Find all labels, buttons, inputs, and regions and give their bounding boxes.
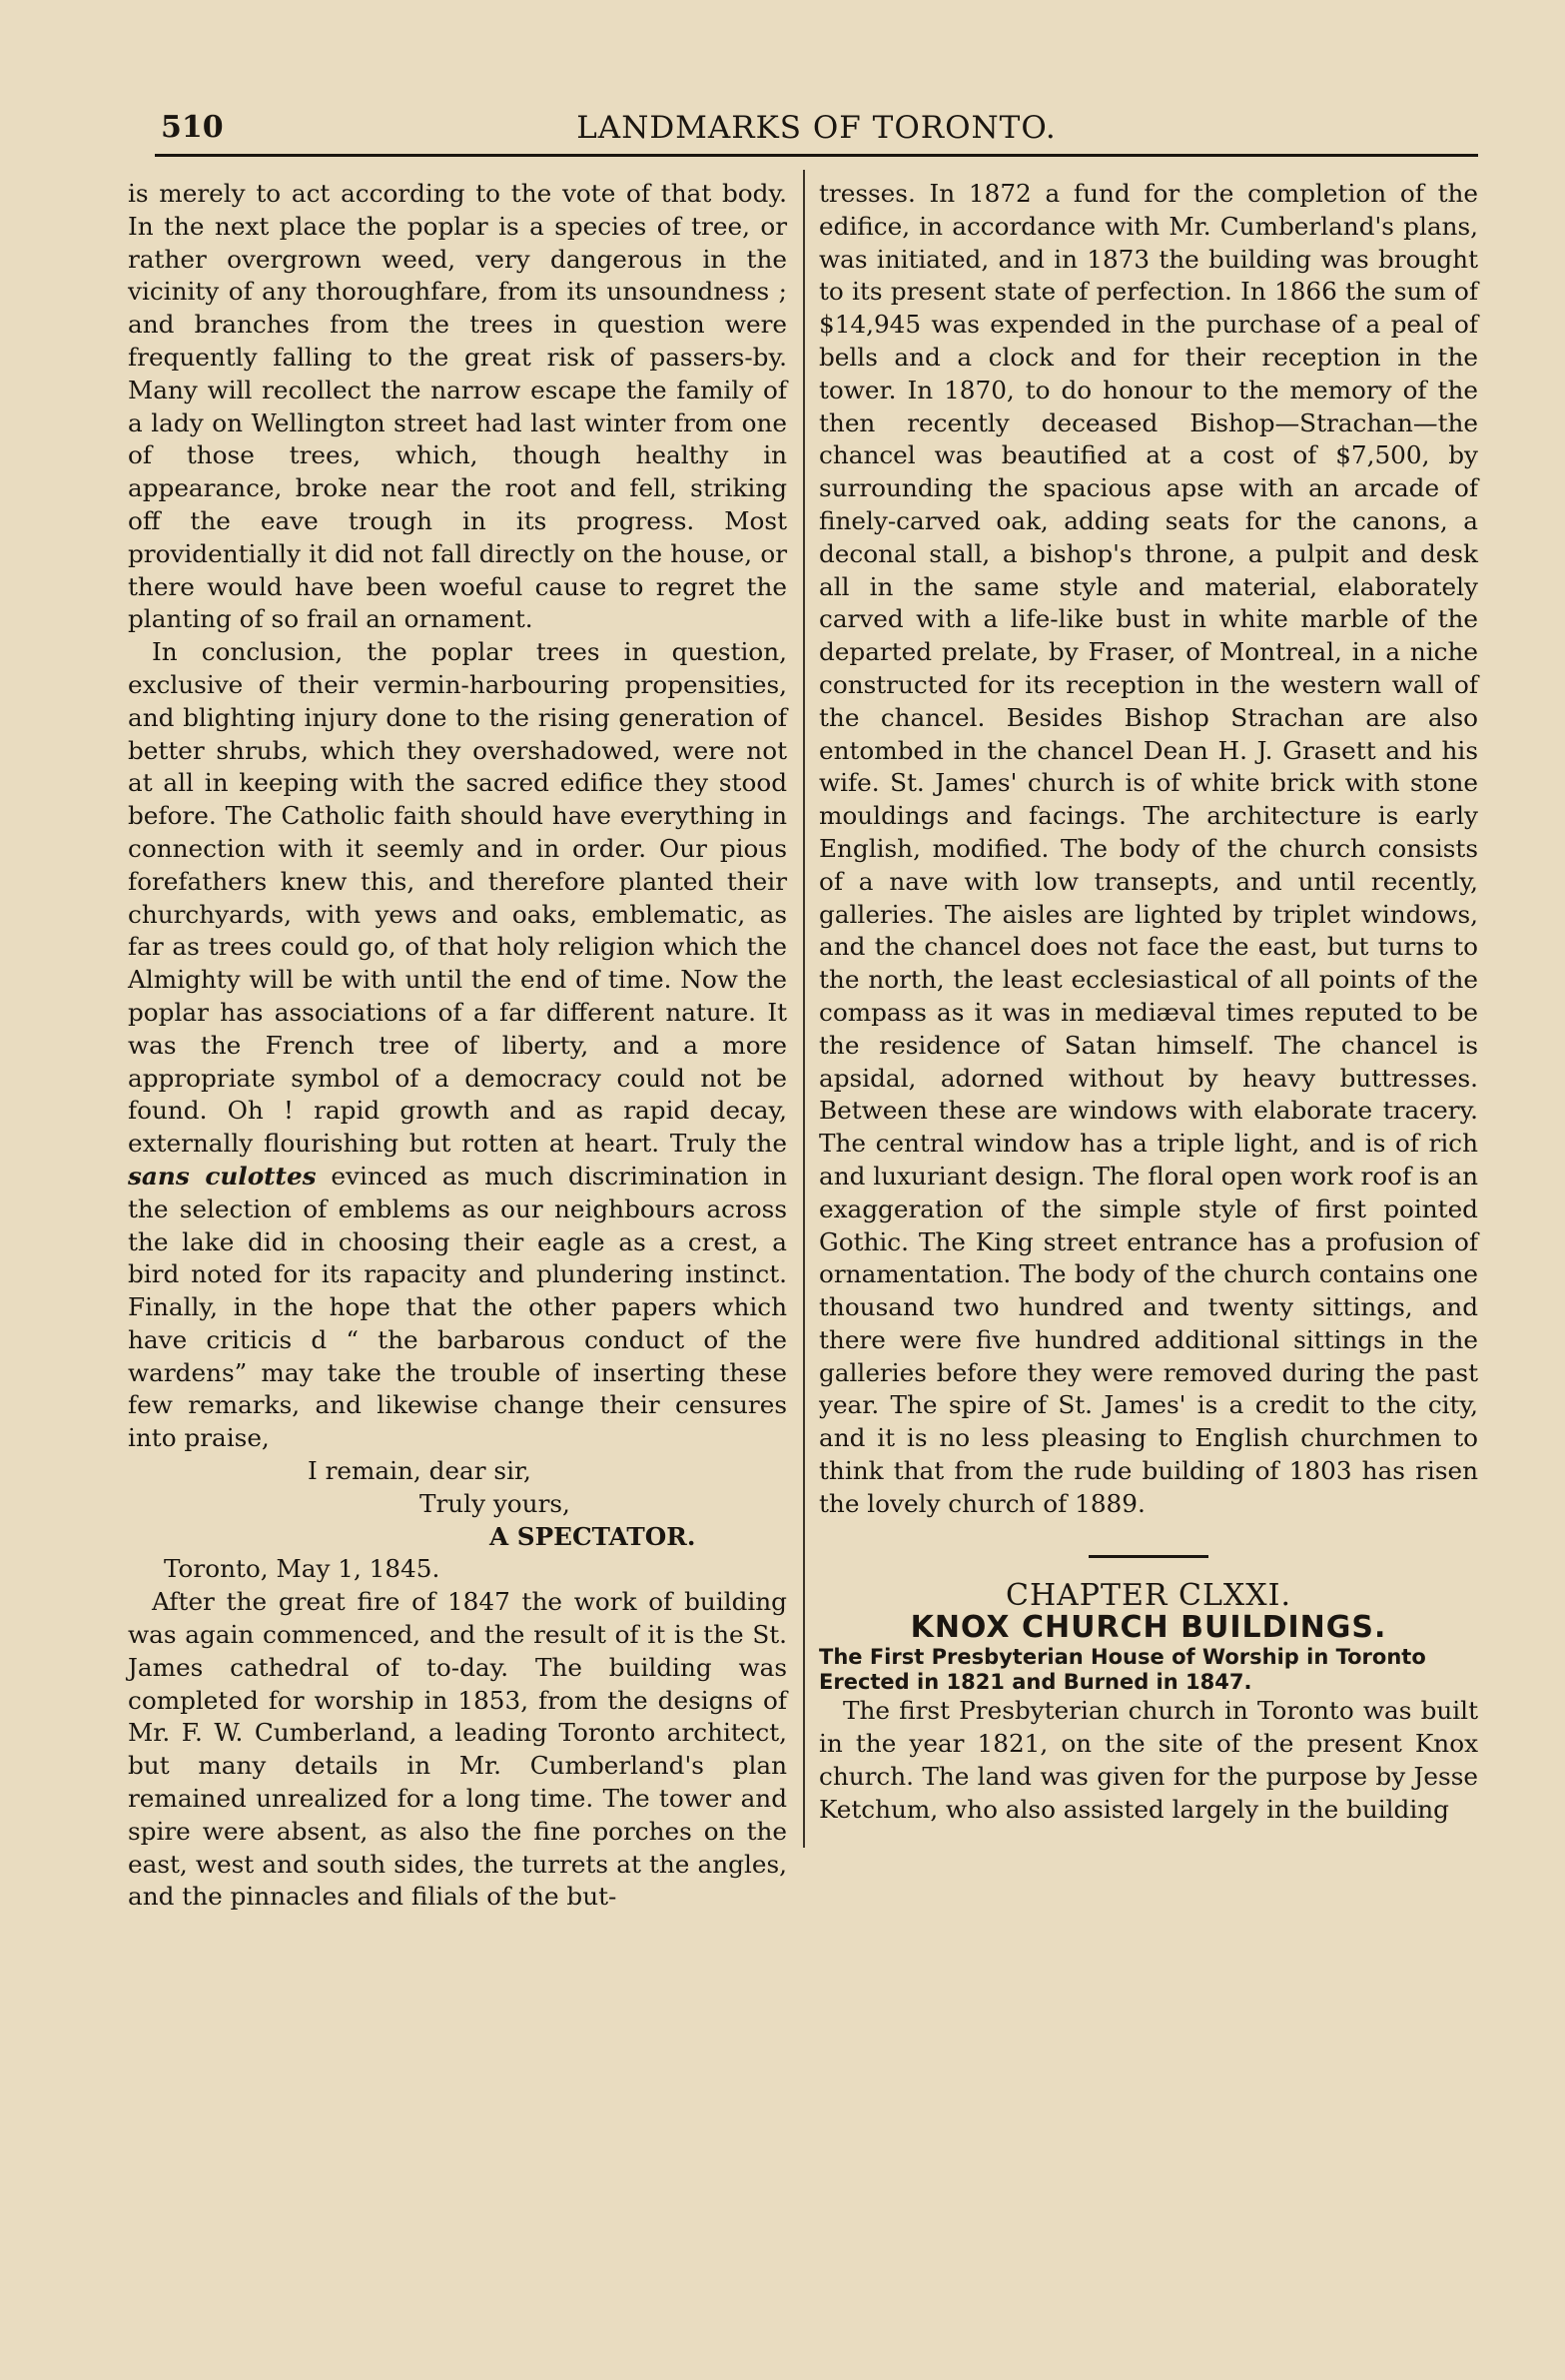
column-divider <box>803 170 805 1848</box>
paragraph-text: In conclusion, the poplar trees in question, exclusive of their vermin-harbouring propensities, and blighting injury done to the rising generation of better shrubs, which they overshadowed, were not at all in keeping with the sacred edifice they stood before. The Catholic faith should have everything in connection with it seemly and in order. Our pious forefathers knew this, and therefore planted their churchyards, with yews and oaks, emblematic, as far as trees could go, of that holy religion which the Almighty will be with until the end of time. Now the poplar has associations of a far different nature. It was the French tree of liberty, and a more appropriate symbol of a democracy could not be found. Oh ! rapid growth and as rapid decay, externally flourishing but rotten at heart. Truly the <box>128 637 787 1159</box>
chapter-title: KNOX CHURCH BUILDINGS. <box>910 1610 1387 1646</box>
chapter-rule <box>1089 1555 1208 1558</box>
right-column <box>819 178 1478 1826</box>
paragraph: is merely to act according to the vote of that body. In the next place the poplar is a species of tree, or rather overgrown weed, very dangerous in the vicinity of any thoroughfare, from its unsoundness ; and branches from the trees in question were frequently falling to the great risk of passers-by. Many will recollect the narrow escape the family of a lady on Wellington street had last winter from one of those trees, which, though healthy in appearance, broke near the root and fell, striking off the eave trough in its progress. Most providentially it did not fall directly on the house, or there would have been woeful cause to regret the planting of so frail an ornament. <box>128 179 787 634</box>
dateline: Toronto, May 1, 1845. <box>164 1554 440 1584</box>
chapter-number: CHAPTER CLXXI. <box>1006 1577 1291 1613</box>
page-number: 510 <box>161 110 224 145</box>
signature-salutation: I remain, dear sir, <box>308 1456 531 1486</box>
signature-name: A SPECTATOR. <box>489 1521 696 1551</box>
paragraph: tresses. In 1872 a fund for the completion of the edifice, in accordance with Mr. Cumberland's plans, was initiated, and in 1873 the building was brought to its present state of perfection. In 1866 the sum of $14,945 was expended in the purchase of a peal of bells and a clock and for their reception in the tower. In 1870, to do honour to the memory of the then recently deceased Bishop—Strachan—the chancel was beautified at a cost of $7,500, by surrounding the spacious apse with an arcade of finely-carved oak, adding seats for the canons, a deconal stall, a bishop's throne, a pulpit and desk all in the same style and material, elaborately carved with a life-like bust in white marble of the departed prelate, by Fraser, of Montreal, in a niche constructed for its reception in the western wall of the chancel. Besides Bishop Strachan are also entombed in the chancel Dean H. J. Grasett and his wife. St. James' church is of white brick with stone mouldings and facings. The architecture is early English, modified. The body of the church consists of a nave with low transepts, and until recently, galleries. The aisles are lighted by triplet windows, and the chancel does not face the east, but turns to the north, the least ecclesiastical of all points of the compass as it was in mediæval times reputed to be the residence of Satan himself. The chancel is apsidal, adorned without by heavy buttresses. Between these are windows with elaborate tracery. The central window has a triple light, and is of rich and luxuriant design. The floral open work roof is an exaggeration of the simple style of first pointed Gothic. The King street entrance has a profusion of ornamentation. The body of the church contains one thousand two hundred and twenty sittings, and there were five hundred additional sittings in the galleries before they were removed during the past year. The spire of St. James' is a credit to the city, and it is no less pleasing to English churchmen to think that from the rude building of 1803 has risen the lovely church of 1889. <box>819 179 1478 1518</box>
signature-closing: Truly yours, <box>419 1488 570 1518</box>
paragraph <box>128 636 787 1455</box>
paragraph: The first Presbyterian church in Toronto was built in the year 1821, on the site of the present Knox church. The land was given for the purpose by Jesse Ketchum, who also assisted largely in the building <box>819 1696 1478 1824</box>
running-title: LANDMARKS OF TORONTO. <box>576 110 1057 146</box>
italic-phrase: sans culottes <box>128 1161 317 1190</box>
section-subheading: The First Presbyterian House of Worship in Toronto Erected in 1821 and Burned in 1847. <box>819 1645 1426 1695</box>
paragraph: After the great fire of 1847 the work of building was again commenced, and the result of it is the St. James cathedral of to-day. The building was completed for worship in 1853, from the designs of Mr. F. W. Cumberland, a leading Toronto architect, but many details in Mr. Cumberland's plan remained unrealized for a long time. The tower and spire were absent, as also the fine porches on the east, west and south sides, the turrets at the angles, and the pinnacles and filials of the but- <box>128 1587 787 1912</box>
left-column <box>128 178 787 1914</box>
page-header <box>155 102 1478 150</box>
header-rule <box>155 154 1478 157</box>
paragraph-text: evinced as much discrimination in the selection of emblems as our neighbours across the lake did in choosing their eagle as a crest, a bird noted for its rapacity and plundering instinct. Finally, in the hope that the other papers which have criticis d “ the barbarous conduct of the wardens” may take the trouble of inserting these few remarks, and likewise change their censures into praise, <box>128 1161 787 1453</box>
